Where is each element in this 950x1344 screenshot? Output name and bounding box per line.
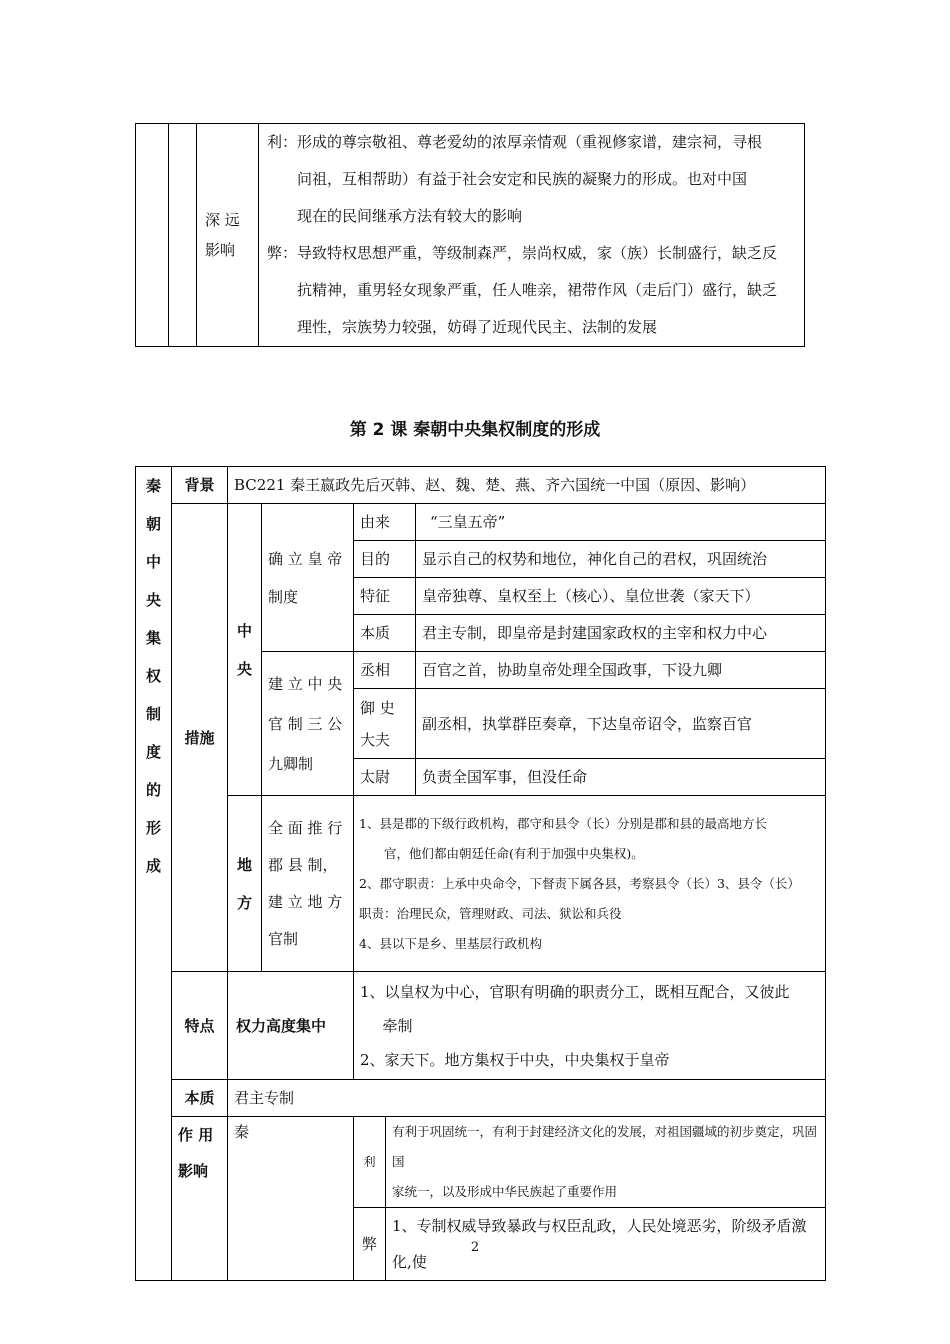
emperor-label (262, 504, 354, 652)
side-char: 中 (145, 553, 161, 571)
qin-label: 秦 (228, 1117, 354, 1281)
bi-text: 1、专制权威导致暴政与权臣乱政，人民处境恶劣，阶级矛盾激化,使 (386, 1208, 826, 1281)
features-text (354, 972, 826, 1080)
li-text (386, 1117, 826, 1208)
empty-cell (169, 124, 197, 347)
lesson-title: 第 2 课 秦朝中央集权制度的形成 (349, 420, 601, 440)
essence-label: 本质 (172, 1080, 228, 1117)
official-value: 百官之首，协助皇帝处理全国政事，下设九卿 (416, 652, 826, 689)
background-text: BC221 秦王嬴政先后灭韩、赵、魏、楚、燕、齐六国统一中国（原因、影响） (228, 467, 826, 504)
features-line: 2、家天下。地方集权于中央，中央集权于皇帝 (360, 1050, 670, 1069)
qin-centralization-table (135, 466, 826, 1281)
bi-line-3: 理性，宗族势力较强，妨碍了近现代民主、法制的发展 (297, 318, 658, 336)
page-number: 2 (470, 1240, 480, 1255)
official-value: 副丞相，执掌群臣奏章，下达皇帝诏令，监察百官 (416, 689, 826, 759)
central-label (228, 504, 262, 796)
local-system-line: 全 面 推 行 (268, 818, 343, 837)
essence-text: 君主专制 (228, 1080, 826, 1117)
local-label (228, 796, 262, 972)
local-system-line: 建 立 地 方 (268, 892, 343, 911)
influence-main-label-line1: 作 用 (178, 1126, 214, 1144)
influence-main-label-line2: 影响 (178, 1162, 209, 1180)
central-char: 央 (236, 659, 252, 678)
officials-label-line: 建 立 中 央 (268, 674, 343, 693)
local-system-line: 郡 县 制， (268, 855, 338, 874)
emperor-key: 特征 (354, 578, 416, 615)
emperor-key: 由来 (354, 504, 416, 541)
local-line: 1、县是郡的下级行政机构，郡守和县令（长）分别是郡和县的最高地方长 (359, 815, 767, 831)
emperor-value: 显示自己的权势和地位，神化自己的君权，巩固统治 (416, 541, 826, 578)
local-char: 方 (236, 893, 252, 912)
local-line: 4、县以下是乡、里基层行政机构 (359, 935, 542, 951)
official-value: 负责全国军事，但没任命 (416, 759, 826, 796)
measures-label: 措施 (172, 504, 228, 972)
emperor-label-line1: 确 立 皇 帝 (268, 549, 343, 568)
influence-table (135, 123, 805, 347)
li-line-1: 利：形成的尊宗敬祖、尊老爱幼的浓厚亲情观（重视修家谱，建宗祠，寻根 (267, 133, 763, 151)
local-line: 官，他们都由朝廷任命(有利于加强中央集权)。 (384, 845, 644, 861)
side-char: 制 (145, 705, 161, 723)
influence-label-line1: 深 远 (205, 211, 240, 229)
local-line: 职责：治理民众，管理财政、司法、狱讼和兵役 (359, 905, 622, 921)
central-char: 中 (236, 621, 252, 640)
side-char: 朝 (145, 515, 161, 533)
side-label (136, 467, 172, 1281)
official-key (354, 689, 416, 759)
side-char: 集 (145, 629, 161, 647)
influence-li-line: 有利于巩固统一，有利于封建经济文化的发展，对祖国疆域的初步奠定，巩固国 (392, 1124, 818, 1169)
features-line: 1、以皇权为中心，官职有明确的职责分工，既相互配合，又彼此 (360, 982, 790, 1001)
side-char: 成 (145, 857, 161, 875)
emperor-value: 皇帝独尊、皇权至上（核心）、皇位世袭（家天下） (416, 578, 826, 615)
local-description (354, 796, 826, 972)
local-system-label (262, 796, 354, 972)
official-key: 丞相 (354, 652, 416, 689)
emperor-value: 君主专制，即皇帝是封建国家政权的主宰和权力中心 (416, 615, 826, 652)
local-line: 2、郡守职责：上承中央命令，下督责下属各县，考察县令（长）3、县令（长） (359, 875, 800, 891)
side-char: 秦 (145, 477, 161, 495)
background-label: 背景 (172, 467, 228, 504)
side-char: 央 (145, 591, 161, 609)
officials-label-line: 九卿制 (268, 754, 314, 773)
emperor-key: 本质 (354, 615, 416, 652)
side-char: 的 (145, 781, 161, 799)
bi-line-2: 抗精神，重男轻女现象严重，任人唯亲，裙带作风（走后门）盛行，缺乏 (297, 281, 778, 299)
official-key-line1: 御 史 (360, 698, 395, 717)
li-label: 利 (354, 1117, 386, 1208)
influence-label (197, 124, 259, 347)
local-char: 地 (236, 855, 252, 874)
empty-cell (136, 124, 169, 347)
influence-text (259, 124, 805, 347)
official-key-line2: 大夫 (360, 730, 391, 749)
officials-label (262, 652, 354, 796)
influence-label-line2: 影响 (205, 241, 236, 259)
bi-line-1: 弊：导致特权思想严重，等级制森严，崇尚权威，家（族）长制盛行，缺乏反 (267, 244, 778, 262)
side-char: 权 (145, 667, 161, 685)
li-line-2: 问祖，互相帮助）有益于社会安定和民族的凝聚力的形成。也对中国 (297, 170, 748, 188)
features-label: 特点 (172, 972, 228, 1080)
local-system-line: 官制 (268, 929, 299, 948)
officials-label-line: 官 制 三 公 (268, 714, 343, 733)
emperor-value: “三皇五帝” (416, 504, 826, 541)
emperor-label-line2: 制度 (268, 587, 299, 606)
influence-li-line: 家统一，以及形成中华民族起了重要作用 (392, 1184, 618, 1199)
features-sub: 权力高度集中 (228, 972, 354, 1080)
side-char: 度 (145, 743, 161, 761)
bi-label: 弊 (354, 1208, 386, 1281)
influence-main-label (172, 1117, 228, 1281)
side-char: 形 (145, 819, 161, 837)
li-line-3: 现在的民间继承方法有较大的影响 (297, 207, 523, 225)
official-key: 太尉 (354, 759, 416, 796)
features-line: 牵制 (382, 1016, 413, 1035)
emperor-key: 目的 (354, 541, 416, 578)
